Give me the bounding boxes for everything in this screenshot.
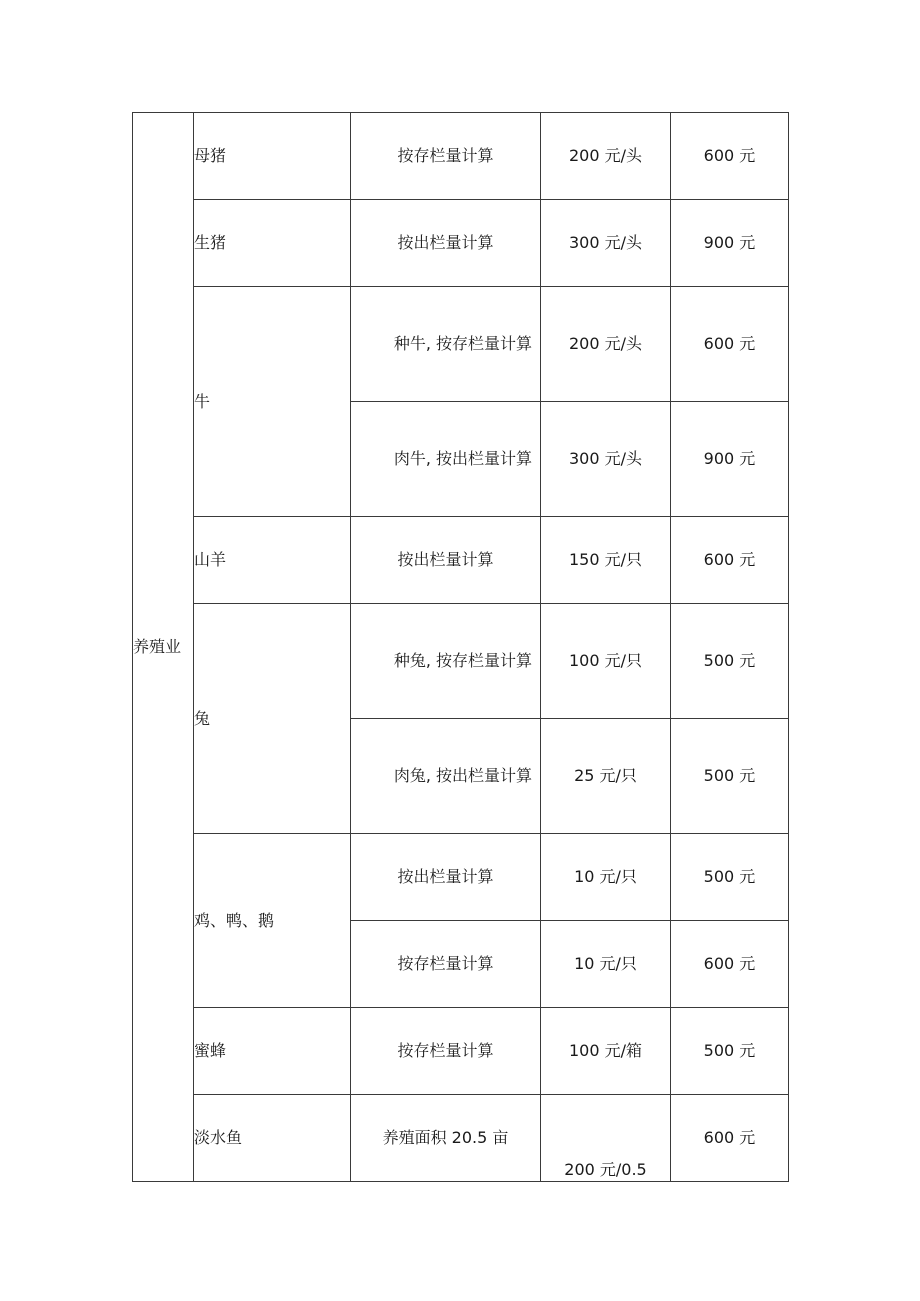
method-cell: 按出栏量计算 — [351, 517, 541, 604]
rate-cell: 100 元/箱 — [541, 1008, 671, 1095]
rate-cell: 10 元/只 — [541, 834, 671, 921]
item-cell: 山羊 — [194, 517, 351, 604]
method-cell: 按存栏量计算 — [351, 921, 541, 1008]
method-cell: 按出栏量计算 — [351, 200, 541, 287]
max-cell: 600 元 — [671, 113, 789, 200]
item-cell: 淡水鱼 — [194, 1095, 351, 1182]
rate-cell: 200 元/头 — [541, 287, 671, 402]
method-cell: 按存栏量计算 — [351, 1008, 541, 1095]
max-cell: 600 元 — [671, 1095, 789, 1182]
table-row-freshwater-fish — [133, 1095, 789, 1182]
item-cell: 兔 — [194, 604, 351, 834]
method-cell: 养殖面积 20.5 亩 — [351, 1095, 541, 1182]
rate-cell: 10 元/只 — [541, 921, 671, 1008]
table-row-poultry-outstock — [133, 834, 789, 921]
method-cell: 种牛, 按存栏量计算 — [351, 287, 541, 402]
item-cell: 鸡、鸭、鹅 — [194, 834, 351, 1008]
max-cell: 600 元 — [671, 921, 789, 1008]
item-cell: 牛 — [194, 287, 351, 517]
method-cell: 肉兔, 按出栏量计算 — [351, 719, 541, 834]
rate-cell: 150 元/只 — [541, 517, 671, 604]
max-cell: 500 元 — [671, 1008, 789, 1095]
item-cell: 母猪 — [194, 113, 351, 200]
rate-cell: 200 元/0.5 — [541, 1095, 671, 1182]
rate-cell: 300 元/头 — [541, 402, 671, 517]
max-cell: 900 元 — [671, 200, 789, 287]
rate-cell: 200 元/头 — [541, 113, 671, 200]
method-cell: 按存栏量计算 — [351, 113, 541, 200]
max-cell: 600 元 — [671, 287, 789, 402]
table-row-breeding-rabbit — [133, 604, 789, 719]
rate-cell: 300 元/头 — [541, 200, 671, 287]
table-row-pig — [133, 200, 789, 287]
rate-cell: 100 元/只 — [541, 604, 671, 719]
rate-cell: 25 元/只 — [541, 719, 671, 834]
item-cell: 蜜蜂 — [194, 1008, 351, 1095]
table-row-sow — [133, 113, 789, 200]
table-row-bee — [133, 1008, 789, 1095]
method-cell: 种兔, 按存栏量计算 — [351, 604, 541, 719]
livestock-subsidy-table — [132, 112, 789, 1182]
max-cell: 500 元 — [671, 834, 789, 921]
item-cell: 生猪 — [194, 200, 351, 287]
category-cell: 养殖业 — [133, 113, 194, 1182]
method-cell: 按出栏量计算 — [351, 834, 541, 921]
max-cell: 500 元 — [671, 604, 789, 719]
max-cell: 600 元 — [671, 517, 789, 604]
max-cell: 500 元 — [671, 719, 789, 834]
table-row-breeding-cattle — [133, 287, 789, 402]
table-row-goat — [133, 517, 789, 604]
max-cell: 900 元 — [671, 402, 789, 517]
method-cell: 肉牛, 按出栏量计算 — [351, 402, 541, 517]
